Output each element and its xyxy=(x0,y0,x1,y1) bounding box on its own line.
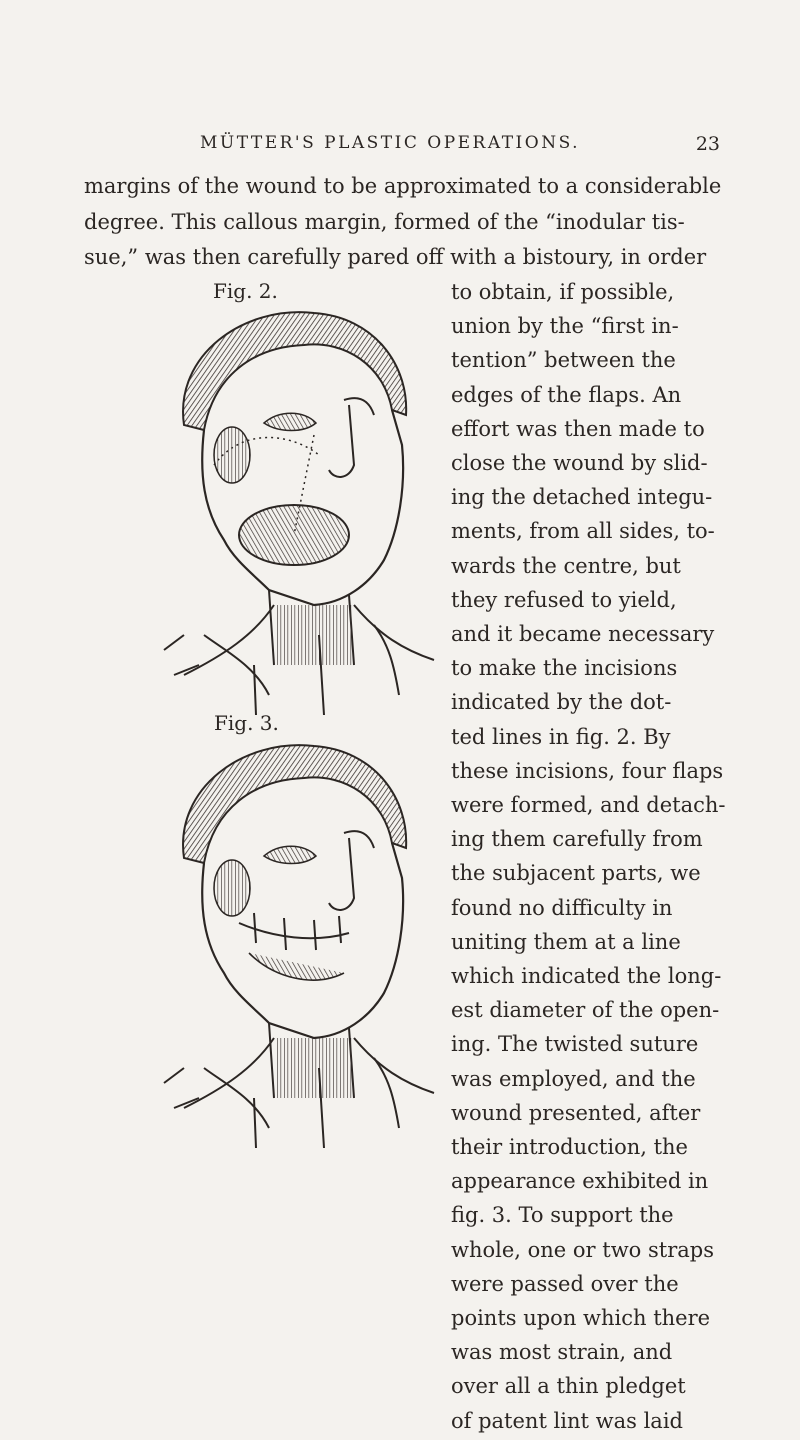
column-line: appearance exhibited in xyxy=(451,1169,709,1193)
column-line: wards the centre, but xyxy=(451,554,681,578)
column-line: ing the detached integu- xyxy=(451,485,713,509)
column-line: to make the incisions xyxy=(451,656,678,680)
column-line: which indicated the long- xyxy=(451,964,722,988)
column-line: union by the “first in- xyxy=(451,314,679,338)
column-line: effort was then made to xyxy=(451,417,705,441)
paragraph-line: sue,” was then carefully pared off with a bistoury, in order xyxy=(84,245,707,269)
column-line: the subjacent parts, we xyxy=(451,861,701,885)
column-line: indicated by the dot- xyxy=(451,690,672,714)
column-line: ted lines in fig. 2. By xyxy=(451,725,671,749)
column-line: est diameter of the open- xyxy=(451,998,720,1022)
column-line: wound presented, after xyxy=(451,1101,701,1125)
engraved-face-incisions-figure-icon xyxy=(144,305,444,715)
column-line: edges of the flaps. An xyxy=(451,383,682,407)
column-line: was most strain, and xyxy=(451,1340,673,1364)
figure-3-caption: Fig. 3. xyxy=(214,711,279,735)
engraved-face-sutured-figure-icon xyxy=(144,738,444,1148)
paragraph-line: margins of the wound to be approximated to a considerable xyxy=(84,174,722,198)
column-line: over all a thin pledget xyxy=(451,1374,686,1398)
column-line: whole, one or two straps xyxy=(451,1238,714,1262)
figure-2-caption: Fig. 2. xyxy=(213,279,278,303)
column-line: uniting them at a line xyxy=(451,930,681,954)
column-line: their introduction, the xyxy=(451,1135,688,1159)
column-line: fig. 3. To support the xyxy=(451,1203,674,1227)
paragraph-line: degree. This callous margin, formed of the “inodular tis- xyxy=(84,210,685,234)
column-line: was employed, and the xyxy=(451,1067,696,1091)
column-line: ing them carefully from xyxy=(451,827,703,851)
column-line: were passed over the xyxy=(451,1272,679,1296)
column-line: ing. The twisted suture xyxy=(451,1032,699,1056)
column-line: they refused to yield, xyxy=(451,588,677,612)
column-line: tention” between the xyxy=(451,348,676,372)
column-line: close the wound by slid- xyxy=(451,451,708,475)
column-line: these incisions, four flaps xyxy=(451,759,724,783)
column-line: and it became necessary xyxy=(451,622,715,646)
column-line: were formed, and detach- xyxy=(451,793,726,817)
running-title: MÜTTER'S PLASTIC OPERATIONS. xyxy=(200,133,581,153)
column-line: ments, from all sides, to- xyxy=(451,519,715,543)
page-number: 23 xyxy=(695,133,720,155)
column-line: of patent lint was laid xyxy=(451,1409,683,1433)
column-line: to obtain, if possible, xyxy=(451,280,675,304)
column-line: found no difficulty in xyxy=(451,896,673,920)
column-line: points upon which there xyxy=(451,1306,711,1330)
